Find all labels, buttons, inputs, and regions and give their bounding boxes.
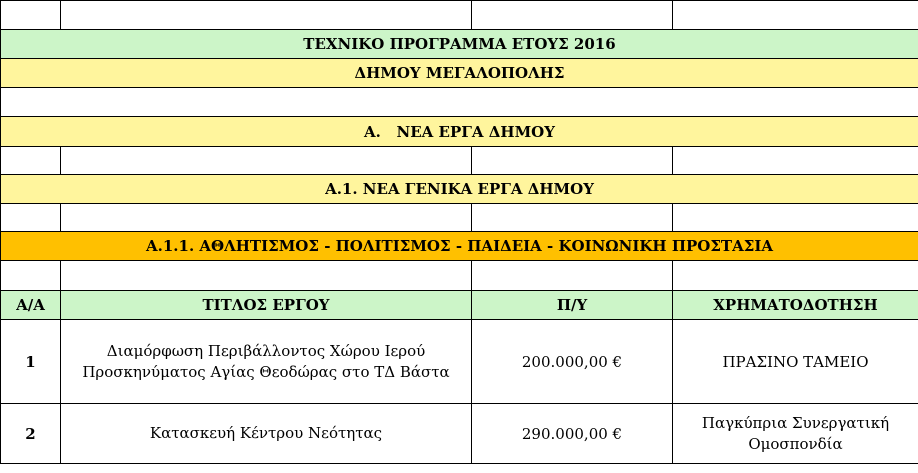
section-a11-heading: Α.1.1. ΑΘΛΗΤΙΣΜΟΣ - ΠΟΛΙΤΙΣΜΟΣ - ΠΑΙΔΕΙΑ - ΚΟΙΝΩΝΙΚΗ ΠΡΟΣΤΑΣΙΑ	[1, 232, 918, 261]
column-header-funding: ΧΡΗΜΑΤΟΔΟΤΗΣΗ	[673, 291, 918, 320]
project-funding: Παγκύπρια Συνεργατική Ομοσπονδία	[673, 404, 918, 464]
empty-cell	[472, 261, 673, 291]
project-title: Κατασκευή Κέντρου Νεότητας	[61, 404, 472, 464]
section-a-heading: Α. ΝΕΑ ΕΡΓΑ ΔΗΜΟΥ	[1, 117, 918, 147]
empty-cell	[472, 1, 673, 30]
column-header-aa: Α/Α	[1, 291, 61, 320]
empty-row	[1, 261, 918, 291]
table-row	[1, 320, 918, 404]
empty-cell	[673, 1, 918, 30]
table-row	[1, 404, 918, 464]
column-header-title: ΤΙΤΛΟΣ ΕΡΓΟΥ	[61, 291, 472, 320]
empty-row	[1, 1, 918, 30]
column-header-budget: Π/Υ	[472, 291, 673, 320]
empty-cell	[61, 147, 472, 175]
empty-cell	[61, 261, 472, 291]
section-row	[1, 117, 918, 147]
row-number: 1	[1, 320, 61, 404]
empty-cell	[61, 204, 472, 232]
empty-cell	[472, 147, 673, 175]
municipality-title: ΔΗΜΟΥ ΜΕΓΑΛΟΠΟΛΗΣ	[1, 59, 918, 88]
empty-cell	[673, 261, 918, 291]
empty-row	[1, 147, 918, 175]
empty-cell	[472, 204, 673, 232]
document-title: ΤΕΧΝΙΚΟ ΠΡΟΓΡΑΜΜΑ ΕΤΟΥΣ 2016	[1, 30, 918, 59]
section-a1-heading: Α.1. ΝΕΑ ΓΕΝΙΚΑ ΕΡΓΑ ΔΗΜΟΥ	[1, 175, 918, 204]
section-row	[1, 175, 918, 204]
section-row	[1, 232, 918, 261]
title-row	[1, 30, 918, 59]
row-number: 2	[1, 404, 61, 464]
empty-row	[1, 88, 918, 117]
empty-row	[1, 204, 918, 232]
subtitle-row	[1, 59, 918, 88]
column-header-row	[1, 291, 918, 320]
empty-cell	[1, 1, 61, 30]
empty-cell	[1, 147, 61, 175]
project-title: Διαμόρφωση Περιβάλλοντος Χώρου Ιερού Προσκηνύματος Αγίας Θεοδώρας στο ΤΔ Βάστα	[61, 320, 472, 404]
project-funding: ΠΡΑΣΙΝΟ ΤΑΜΕΙΟ	[673, 320, 918, 404]
empty-cell	[1, 261, 61, 291]
empty-cell	[673, 204, 918, 232]
empty-cell	[673, 147, 918, 175]
empty-cell	[1, 88, 918, 117]
project-budget: 290.000,00 €	[472, 404, 673, 464]
project-budget: 200.000,00 €	[472, 320, 673, 404]
empty-cell	[61, 1, 472, 30]
empty-cell	[1, 204, 61, 232]
